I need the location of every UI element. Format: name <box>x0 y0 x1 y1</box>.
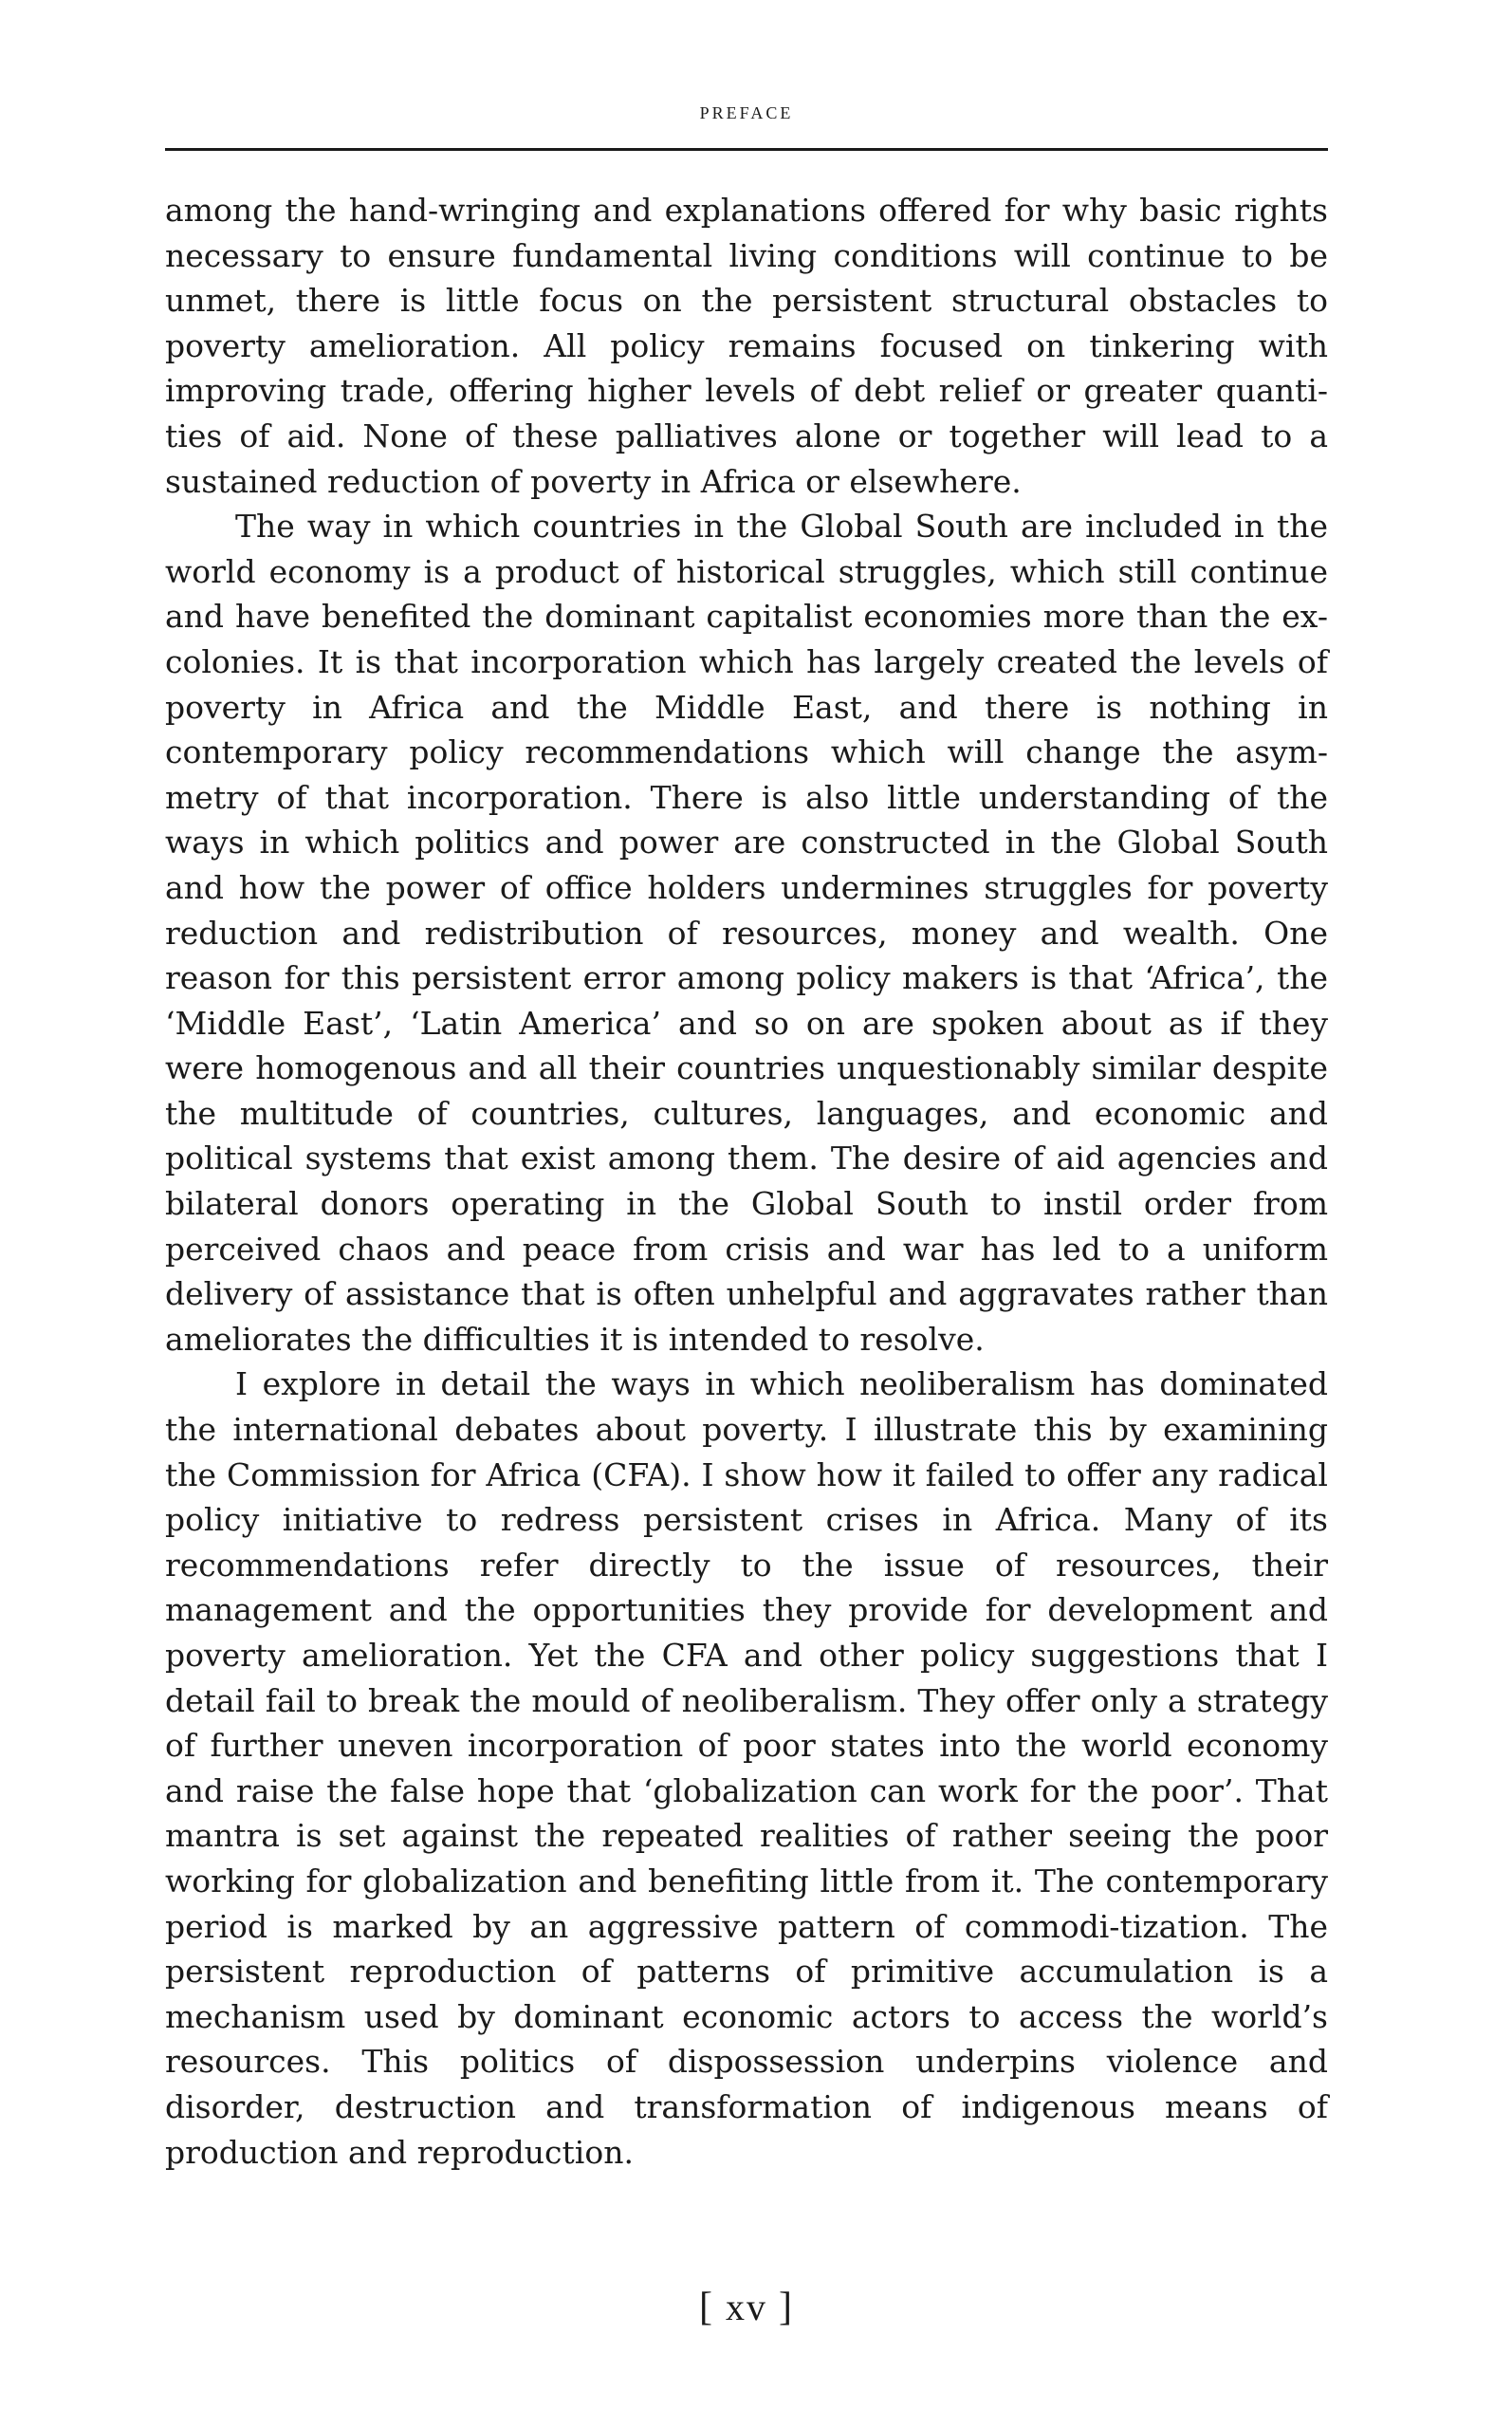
running-head: preface <box>699 99 794 124</box>
body-text <box>165 188 1328 2175</box>
header-rule <box>165 148 1328 151</box>
folio-bracket-open: [ <box>699 2286 714 2329</box>
folio-bracket-close: ] <box>779 2286 794 2329</box>
paragraph-1: among the hand-wringing and explanations offered for why basic rights necessary to ensure fundamental living conditions will continue to be unmet, there is little focus on the persistent structural obstacles to poverty amelioration. All policy remains focused on tinkering with improving trade, offering higher levels of debt relief or greater quanti-ties of aid. None of these palliatives alone or together will lead to a sustained reduction of poverty in Africa or elsewhere. <box>165 192 1328 500</box>
paragraph-2: The way in which countries in the Global South are included in the world economy is a product of historical struggles, which still continue and have benefited the dominant capitalist economies more than the ex-colonies. It is that incorporation which has largely created the levels of poverty in Africa and the Middle East, and there is nothing in contemporary policy recommendations which will change the asym-metry of that incorporation. There is also little understanding of the ways in which politics and power are constructed in the Global South and how the power of office holders undermines struggles for poverty reduction and redistribution of resources, money and wealth. One reason for this persistent error among policy makers is that ‘Africa’, the ‘Middle East’, ‘Latin America’ and so on are spoken about as if they were homogenous and all their countries unquestionably similar despite the multitude of countries, cultures, languages, and economic and political systems that exist among them. The desire of aid agencies and bilateral donors operating in the Global South to instil order from perceived chaos and peace from crisis and war has led to a uniform delivery of assistance that is often unhelpful and aggravates rather than ameliorates the difficulties it is intended to resolve. <box>165 508 1328 1358</box>
paragraph-3: I explore in detail the ways in which neoliberalism has dominated the international debates about poverty. I illustrate this by examining the Commission for Africa (CFA). I show how it failed to offer any radical policy initiative to redress persistent crises in Africa. Many of its recommendations refer directly to the issue of resources, their management and the opportunities they provide for development and poverty amelioration. Yet the CFA and other policy suggestions that I detail fail to break the mould of neoliberalism. They offer only a strategy of further uneven incorporation of poor states into the world economy and raise the false hope that ‘globalization can work for the poor’. That mantra is set against the repeated realities of rather seeing the poor working for globalization and benefiting little from it. The contemporary period is marked by an aggressive pattern of commodi-tization. The persistent reproduction of patterns of primitive accumulation is a mechanism used by dominant economic actors to access the world’s resources. This politics of dispossession underpins violence and disorder, destruction and transformation of indigenous means of production and reproduction. <box>165 1365 1328 2171</box>
page-number: xv <box>726 2286 767 2328</box>
page-number-footer <box>165 2285 1328 2330</box>
